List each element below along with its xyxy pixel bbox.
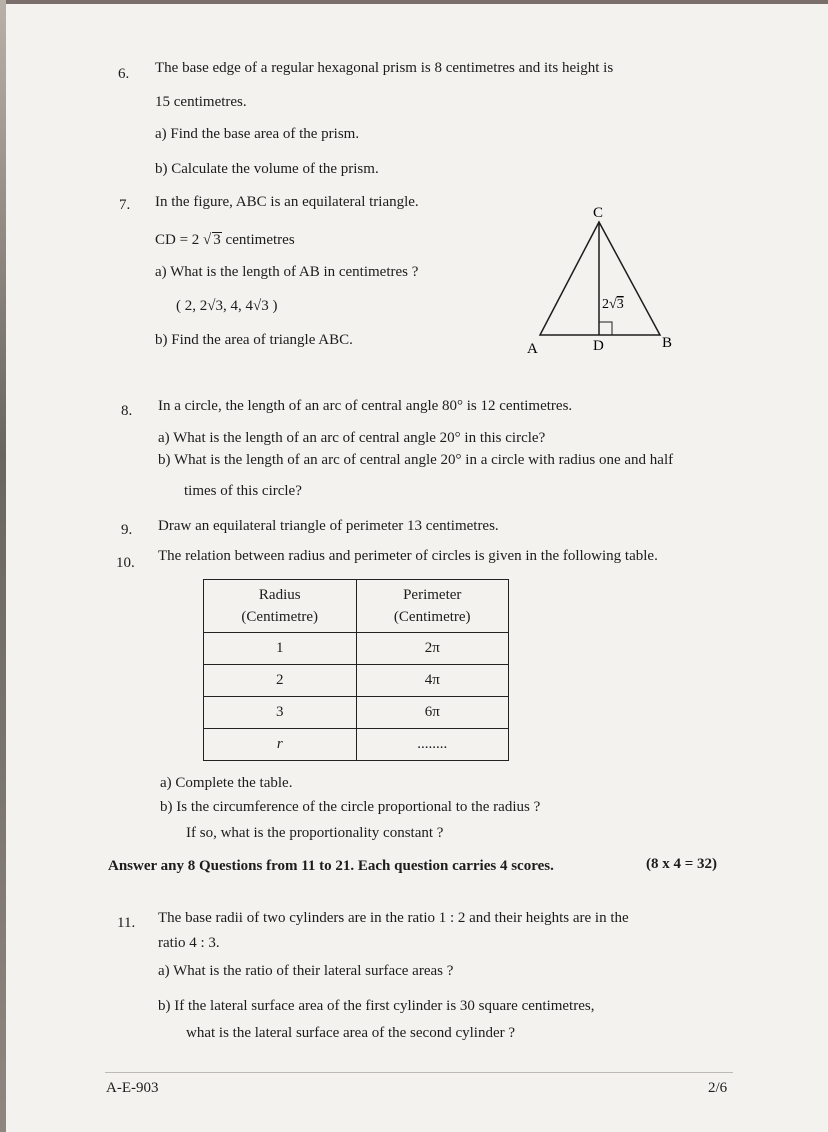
q10-part-b-line1: b) Is the circumference of the circle proportional to the radius ? (160, 799, 541, 815)
table-header-row (204, 580, 509, 633)
vertex-label-c: C (593, 205, 604, 221)
header-perimeter: Perimeter (Centimetre) (356, 580, 509, 633)
q11-part-a: a) What is the ratio of their lateral surface areas ? (158, 963, 454, 979)
q8-part-b-line2: times of this circle? (184, 483, 302, 499)
table-row (204, 729, 509, 761)
q6-text-line1: The base edge of a regular hexagonal prism is 8 centimetres and its height is (155, 60, 614, 76)
footer-divider (105, 1072, 733, 1073)
q7-number: 7. (119, 197, 131, 213)
page-edge-top (0, 0, 828, 4)
cell-radius: r (204, 729, 357, 761)
q7-part-b: b) Find the area of triangle ABC. (155, 332, 353, 348)
page-edge-left (0, 0, 6, 1132)
q11-part-b-line1: b) If the lateral surface area of the first cylinder is 30 square centimetres, (158, 998, 595, 1014)
q7-part-a: a) What is the length of AB in centimetres ? (155, 264, 419, 280)
q6-part-b: b) Calculate the volume of the prism. (155, 161, 379, 177)
footer-page-number: 2/6 (708, 1080, 728, 1096)
section-instruction: Answer any 8 Questions from 11 to 21. Each question carries 4 scores. (108, 858, 554, 874)
cell-perimeter: ........ (356, 729, 509, 761)
radius-perimeter-table (203, 579, 509, 761)
triangle-abc (540, 222, 660, 335)
footer-code: A-E-903 (106, 1080, 159, 1096)
q7-text-line1: In the figure, ABC is an equilateral triangle. (155, 194, 419, 210)
vertex-label-a: A (527, 341, 538, 357)
q11-part-b-line2: what is the lateral surface area of the second cylinder ? (186, 1025, 516, 1041)
q10-number: 10. (116, 555, 135, 571)
q8-part-b-line1: b) What is the length of an arc of central angle 20° in a circle with radius one and half (158, 452, 674, 468)
cell-perimeter: 6π (356, 697, 509, 729)
vertex-label-b: B (662, 335, 673, 351)
cell-radius: 2 (204, 665, 357, 697)
q11-text-line1: The base radii of two cylinders are in the ratio 1 : 2 and their heights are in the (158, 910, 629, 926)
q6-number: 6. (118, 66, 130, 82)
q6-part-a: a) Find the base area of the prism. (155, 126, 360, 142)
section-marks: (8 x 4 = 32) (646, 856, 718, 872)
q11-number: 11. (117, 915, 136, 931)
q8-text-line1: In a circle, the length of an arc of central angle 80° is 12 centimetres. (158, 398, 573, 414)
q10-part-a: a) Complete the table. (160, 775, 293, 791)
q8-part-a: a) What is the length of an arc of central angle 20° in this circle? (158, 430, 546, 446)
q7-options: ( 2, 2√3, 4, 4√3 ) (176, 298, 278, 314)
right-angle-mark (599, 322, 612, 335)
q7-cd-value: CD = 2 √ 3 centimetres (155, 232, 295, 248)
q9-number: 9. (121, 522, 133, 538)
cell-perimeter: 2π (356, 633, 509, 665)
q9-text: Draw an equilateral triangle of perimeter 13 centimetres. (158, 518, 499, 534)
cell-radius: 3 (204, 697, 357, 729)
q6-text-line2: 15 centimetres. (155, 94, 247, 110)
altitude-label: 2√3 (602, 297, 624, 312)
q8-number: 8. (121, 403, 133, 419)
q10-text: The relation between radius and perimeter of circles is given in the following table. (158, 548, 658, 564)
cell-radius: 1 (204, 633, 357, 665)
table-row (204, 697, 509, 729)
cell-perimeter: 4π (356, 665, 509, 697)
point-label-d: D (593, 338, 604, 354)
triangle-figure (520, 200, 690, 360)
q11-text-line2: ratio 4 : 3. (158, 935, 220, 951)
table-row (204, 633, 509, 665)
table-row (204, 665, 509, 697)
q10-part-b-line2: If so, what is the proportionality constant ? (186, 825, 444, 841)
header-radius: Radius (Centimetre) (204, 580, 357, 633)
